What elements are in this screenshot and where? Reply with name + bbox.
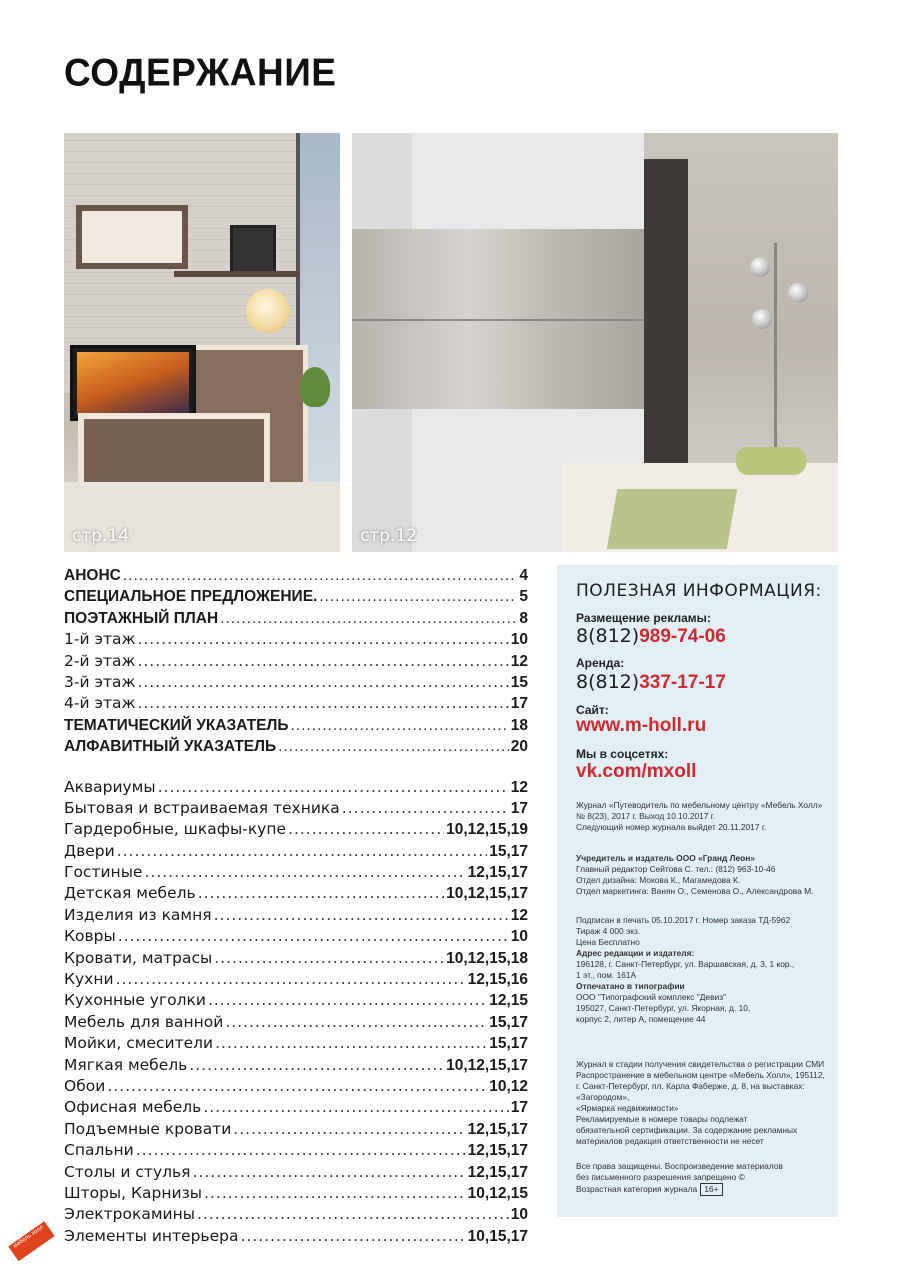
toc-page-number: 10 <box>510 631 528 649</box>
site-label: Сайт: <box>576 703 609 717</box>
dot-leader <box>123 565 518 586</box>
dot-leader <box>342 798 509 819</box>
toc-page-number: 17 <box>510 1099 528 1117</box>
toc-page-number: 5 <box>519 588 528 606</box>
toc-label: Гостиные <box>64 863 143 882</box>
dot-leader <box>137 672 508 693</box>
toc-page-number: 12,15,17 <box>467 1163 528 1181</box>
dot-leader <box>278 736 509 757</box>
dot-leader <box>214 905 509 926</box>
dot-leader <box>158 777 509 798</box>
toc-index-row[interactable] <box>64 862 528 883</box>
dot-leader <box>319 586 517 607</box>
toc-page-number: 18 <box>510 716 528 734</box>
mirror-divider <box>352 319 644 321</box>
dot-leader <box>220 608 517 629</box>
toc-index-row[interactable] <box>64 1055 528 1076</box>
toc-page-number: 15 <box>510 673 528 691</box>
toc-page-number: 12 <box>510 778 528 796</box>
toc-index-row[interactable] <box>64 1183 528 1204</box>
toc-label: Ковры <box>64 927 116 946</box>
plant <box>300 367 330 407</box>
photo-caption-left: стр.14 <box>72 526 130 546</box>
toc-page-number: 12,15,16 <box>467 971 528 989</box>
toc-page-number: 12,15 <box>489 992 528 1010</box>
rent-label: Аренда: <box>576 656 625 670</box>
toc-index-row[interactable] <box>64 841 528 862</box>
toc-index-row[interactable] <box>64 1033 528 1054</box>
toc-label: Аквариумы <box>64 777 156 796</box>
toc-label: Кухонные уголки <box>64 991 206 1010</box>
toc-main-row[interactable] <box>64 565 528 586</box>
toc-index-row[interactable] <box>64 948 528 969</box>
toc-page-number: 8 <box>519 609 528 627</box>
lamp-orb <box>788 283 808 303</box>
toc-gap <box>64 758 528 777</box>
toc-label: Подъемные кровати <box>64 1119 232 1138</box>
page-title: СОДЕРЖАНИЕ <box>64 50 337 94</box>
dot-leader <box>118 926 509 947</box>
imprint-block-4: Журнал в стадии получения свидетельства о регистрации СМИ Распространение в мебельном центре «Мебель Холл», 195112, г. Санкт-Петербург, пл. Карла Фаберже, д. 8, на выставках: «Загородом», «Ярмарка недвижимости» Рекламируемые в номере товары подлежат обязательной сертификации. За содержание рекламных материалов редакция ответственности не несет <box>576 1059 825 1146</box>
dot-leader <box>233 1119 465 1140</box>
toc-index-row[interactable] <box>64 1204 528 1225</box>
dot-leader <box>144 862 465 883</box>
toc-label: Детская мебель <box>64 884 196 903</box>
toc-index-row[interactable] <box>64 1097 528 1118</box>
dot-leader <box>116 969 466 990</box>
toc-page-number: 10,12,15,18 <box>446 949 528 967</box>
toc-page-number: 10,12 <box>489 1077 528 1095</box>
toc-label: 4-й этаж <box>64 694 136 713</box>
toc-page-number: 12 <box>510 906 528 924</box>
toc-index-row[interactable] <box>64 798 528 819</box>
toc-page-number: 10,15,17 <box>467 1227 528 1245</box>
info-heading: ПОЛЕЗНАЯ ИНФОРМАЦИЯ: <box>576 581 822 601</box>
toc-page-number: 10,12,15,17 <box>446 1056 528 1074</box>
toc-page-number: 12 <box>510 652 528 670</box>
toc-index-row[interactable] <box>64 1076 528 1097</box>
toc-label: 1-й этаж <box>64 630 136 649</box>
site-link[interactable]: www.m-holl.ru <box>576 715 707 736</box>
toc-label: Электрокамины <box>64 1205 195 1224</box>
social-label: Мы в соцсетях: <box>576 747 669 761</box>
toc-label: Спальни <box>64 1141 134 1160</box>
info-panel <box>557 565 838 1217</box>
toc-page-number: 4 <box>519 567 528 584</box>
toc-index-row[interactable] <box>64 777 528 798</box>
imprint-block-2: Учредитель и издатель ООО «Гранд Леон» Главный редактор Сейтова С. тел.: (812) 963-10-46 Отдел дизайна: Мокова К., Магамедова К. Отдел маркетинга: Ванян О., Семенова О., Александрова М. <box>576 853 814 896</box>
floor-lamp-stem <box>774 243 777 473</box>
toc-index-row[interactable] <box>64 969 528 990</box>
toc-label: ТЕМАТИЧЕСКИЙ УКАЗАТЕЛЬ <box>64 716 289 734</box>
toc-main-row[interactable] <box>64 651 528 672</box>
bedroom-wardrobe-photo <box>352 133 838 552</box>
lamp <box>246 289 290 333</box>
pillow <box>736 447 806 475</box>
toc-index-row[interactable] <box>64 819 528 840</box>
toc-label: Офисная мебель <box>64 1098 202 1117</box>
toc-label: Кровати, матрасы <box>64 948 213 967</box>
living-room-photo <box>64 133 340 552</box>
dot-leader <box>204 1183 466 1204</box>
toc-label: Мягкая мебель <box>64 1055 188 1074</box>
toc-page-number: 12,15,17 <box>467 864 528 882</box>
toc-index-row[interactable] <box>64 1162 528 1183</box>
toc-page-number: 10,12,15 <box>467 1184 528 1202</box>
imprint-block-5: Все права защищены. Воспроизведение материалов без письменного разрешения запрещено © Возрастная категория журнала 16+ <box>576 1161 783 1194</box>
toc-index-section <box>64 777 528 1248</box>
toc-label: Бытовая и встраиваемая техника <box>64 798 340 817</box>
toc-page-number: 20 <box>510 738 528 756</box>
toc-page-number: 10 <box>510 1206 528 1224</box>
dot-leader <box>137 693 508 714</box>
toc-index-row[interactable] <box>64 1140 528 1161</box>
lamp-orb <box>750 257 770 277</box>
dot-leader <box>198 883 444 904</box>
ads-label: Размещение рекламы: <box>576 611 711 625</box>
ads-phone[interactable]: 8(812)989-74-06 <box>576 625 726 647</box>
toc-label: Изделия из камня <box>64 905 212 924</box>
photo-caption-right: стр.12 <box>360 526 418 546</box>
toc-label: Кухни <box>64 970 114 989</box>
toc-index-row[interactable] <box>64 926 528 947</box>
toc-page-number: 15,17 <box>489 842 528 860</box>
toc-page-number: 15,17 <box>489 1013 528 1031</box>
wardrobe-interior <box>644 159 688 489</box>
rent-phone[interactable]: 8(812)337-17-17 <box>576 671 726 693</box>
dot-leader <box>214 948 444 969</box>
age-rating-badge: 16+ <box>700 1183 722 1196</box>
dot-leader <box>193 1162 466 1183</box>
toc-index-row[interactable] <box>64 905 528 926</box>
dot-leader <box>208 990 487 1011</box>
toc-page-number: 10,12,15,17 <box>446 885 528 903</box>
toc-label: Столы и стулья <box>64 1162 191 1181</box>
toc-main-row[interactable] <box>64 629 528 650</box>
dot-leader <box>197 1204 509 1225</box>
toc-label: Гардеробные, шкафы-купе <box>64 820 287 839</box>
lamp-orb <box>752 309 772 329</box>
dot-leader <box>240 1226 465 1247</box>
toc-main-row[interactable] <box>64 736 528 757</box>
toc-page-number: 12,15,17 <box>467 1142 528 1160</box>
toc-main-section <box>64 565 528 758</box>
toc-page-number: 17 <box>510 695 528 713</box>
toc-index-row[interactable] <box>64 990 528 1011</box>
toc-index-row[interactable] <box>64 1226 528 1247</box>
dot-leader <box>189 1055 444 1076</box>
toc-label: Мебель для ванной <box>64 1012 224 1031</box>
toc-main-row[interactable] <box>64 715 528 736</box>
imprint-block-3: Подписан в печать 05.10.2017 г. Номер заказа ТД-5962 Тираж 4 000 экз. Цена Бесплатно Адрес редакции и издателя: 196128, г. Санкт-Петербург, ул. Варшавская, д. 3, 1 кор., 1 эт., пом. 161А Отпечатано в типографии ООО "Типографский комплекс "Девиз" 195027, Санкт-Петербург, ул. Якорная, д. 10, корпус 2, литер А, помещение 44 <box>576 915 795 1024</box>
dot-leader <box>290 715 508 736</box>
toc-page-number: 10 <box>510 928 528 946</box>
dot-leader <box>203 1097 508 1118</box>
toc-page-number: 17 <box>510 799 528 817</box>
toc-label: Обои <box>64 1076 106 1095</box>
dot-leader <box>288 819 444 840</box>
wall-shelf <box>76 205 188 269</box>
toc-label: Мойки, смесители <box>64 1034 214 1053</box>
dot-leader <box>136 1140 466 1161</box>
picture-frame <box>230 225 276 275</box>
toc-index-row[interactable] <box>64 1012 528 1033</box>
toc-label: ПОЭТАЖНЫЙ ПЛАН <box>64 609 219 627</box>
toc-label: СПЕЦИАЛЬНОЕ ПРЕДЛОЖЕНИЕ. <box>64 588 318 606</box>
toc-label: АНОНС <box>64 567 121 584</box>
blanket <box>607 489 738 549</box>
toc-label: Двери <box>64 841 115 860</box>
dot-leader <box>107 1076 487 1097</box>
table-of-contents <box>64 565 528 1247</box>
toc-label: 3-й этаж <box>64 672 136 691</box>
toc-page-number: 12,15,17 <box>467 1120 528 1138</box>
shelf <box>174 271 300 277</box>
toc-page-number: 10,12,15,19 <box>446 821 528 839</box>
brand-logo: мебель холл <box>0 1211 61 1275</box>
toc-main-row[interactable] <box>64 672 528 693</box>
dot-leader <box>225 1012 487 1033</box>
toc-index-row[interactable] <box>64 1119 528 1140</box>
toc-page-number: 15,17 <box>489 1035 528 1053</box>
toc-label: Шторы, Карнизы <box>64 1183 203 1202</box>
toc-main-row[interactable] <box>64 693 528 714</box>
toc-main-row[interactable] <box>64 608 528 629</box>
tv <box>70 345 196 421</box>
toc-main-row[interactable] <box>64 586 528 607</box>
toc-label: Элементы интерьера <box>64 1226 239 1245</box>
imprint-block-1: Журнал «Путеводитель по мебельному центру «Мебель Холл» № 8(23), 2017 г. Выход 10.10.2017 г. Следующий номер журнала выйдет 20.11.2017 г. <box>576 800 823 832</box>
dot-leader <box>215 1033 487 1054</box>
toc-label: 2-й этаж <box>64 651 136 670</box>
dot-leader <box>137 629 508 650</box>
social-link[interactable]: vk.com/mxoll <box>576 761 697 782</box>
dot-leader <box>137 651 508 672</box>
toc-label: АЛФАВИТНЫЙ УКАЗАТЕЛЬ <box>64 738 277 756</box>
dot-leader <box>117 841 488 862</box>
toc-index-row[interactable] <box>64 883 528 904</box>
